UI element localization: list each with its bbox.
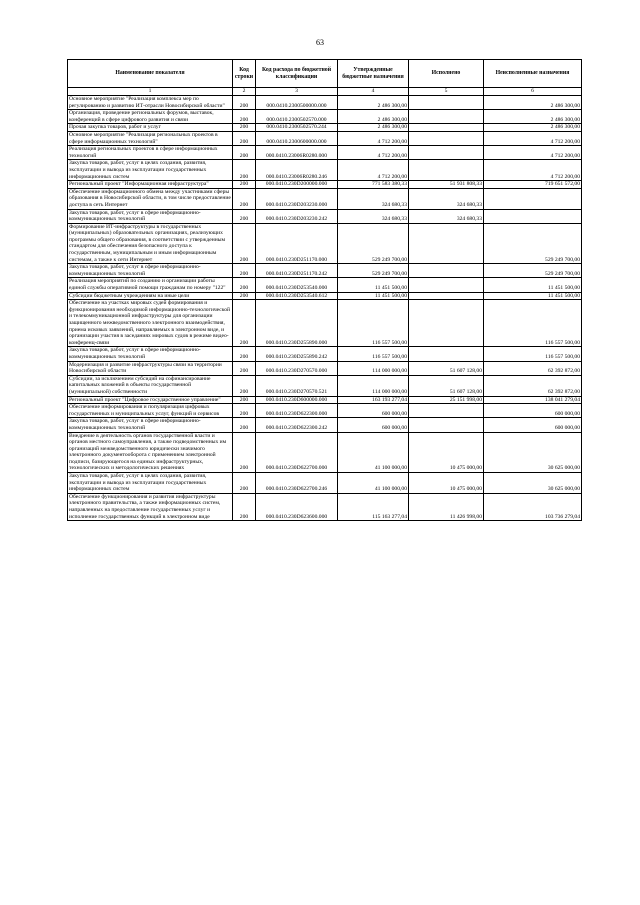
row-expense-code-cell: 000.0410.23006R0280.246 (256, 160, 338, 181)
row-executed-cell (409, 146, 484, 160)
row-approved-cell: 4 712 200,00 (338, 146, 409, 160)
table-row (68, 404, 582, 418)
table-row (68, 131, 582, 145)
row-unexecuted-cell: 2 486 300,00 (484, 124, 582, 132)
row-expense-code-cell: 000.0410.23006R0280.000 (256, 146, 338, 160)
row-unexecuted-cell (484, 188, 582, 209)
row-unexecuted-cell: 103 736 279,04 (484, 493, 582, 520)
table-header-row (68, 60, 582, 88)
row-name-cell: Внедрение в деятельность органов государственной власти и органов местного самоуправления, а также подведомственных им организаций межведомственного юридически значимого электронного документооборота с применением электронной подписи, базирующегося на единых инфраструктурных, технологических и методологических решениях (68, 432, 233, 473)
row-name-cell: Закупка товаров, работ, услуг в сфере информационно-коммуникационных технологий (68, 418, 233, 432)
row-executed-cell (409, 278, 484, 292)
row-line-code-cell: 200 (233, 278, 256, 292)
row-expense-code-cell: 000.0410.230D600000.000 (256, 396, 338, 404)
row-expense-code-cell: 000.0410.230D255890.242 (256, 347, 338, 361)
row-line-code-cell: 200 (233, 361, 256, 375)
row-expense-code-cell: 000.0410.230D203230.242 (256, 209, 338, 223)
row-approved-cell: 41 100 000,00 (338, 432, 409, 473)
budget-execution-table (67, 59, 582, 521)
row-unexecuted-cell: 30 625 000,00 (484, 473, 582, 494)
table-row (68, 347, 582, 361)
row-name-cell: Обеспечение функционирования и развития инфраструктуры электронного правительства, а также информационных систем, направленных на предоставление государственных услуг и исполнение государственных функций в электронном виде (68, 493, 233, 520)
row-approved-cell: 116 557 500,00 (338, 347, 409, 361)
row-line-code-cell: 200 (233, 188, 256, 209)
table-row (68, 278, 582, 292)
row-approved-cell: 116 557 500,00 (338, 300, 409, 347)
row-approved-cell: 529 249 700,00 (338, 264, 409, 278)
row-name-cell: Организация, проведение региональных форумов, выставок, конференций в сфере цифрового развития и связи (68, 110, 233, 124)
row-expense-code-cell: 000.0410.230D253540.612 (256, 292, 338, 300)
row-name-cell: Обеспечение информационного обмена между участниками сферы образования в Новосибирской области, в том числе предоставление доступа в сеть Интернет (69, 188, 231, 208)
row-executed-cell: 25 151 998,00 (409, 396, 484, 404)
row-name-cell: Основное мероприятие "Реализация комплекса мер по регулированию и развитию ИТ-отрасли Новосибирской области" (68, 96, 233, 110)
row-unexecuted-cell: 529 249 700,00 (484, 264, 582, 278)
row-line-code-cell: 200 (233, 124, 256, 132)
row-approved-cell: 115 163 277,04 (338, 493, 409, 520)
row-expense-code-cell: 000.0410.2300502570.000 (256, 110, 338, 124)
row-unexecuted-cell (484, 209, 582, 223)
row-line-code-cell: 200 (233, 418, 256, 432)
header-expense-code: Код расхода по бюджетной классификации (256, 60, 338, 88)
row-line-code-cell: 200 (233, 223, 256, 264)
table-row (68, 110, 582, 124)
row-name-cell: Реализация мероприятий по созданию и организации работы единой службы оперативной помощи гражданам по номеру "122" (68, 278, 233, 292)
row-expense-code-cell: 000.0410.230D622700.000 (256, 432, 338, 473)
row-line-code-cell: 200 (233, 264, 256, 278)
row-expense-code-cell: 000.0410.230D253540.000 (256, 278, 338, 292)
header-approved: Утвержденные бюджетные назначения (338, 60, 409, 88)
row-approved-cell: 600 000,00 (338, 418, 409, 432)
row-approved-cell: 600 000,00 (338, 404, 409, 418)
row-approved-cell: 11 451 500,00 (338, 292, 409, 300)
row-line-code-cell: 200 (233, 375, 256, 396)
row-executed-cell: 51 607 128,00 (409, 375, 484, 396)
row-approved-cell: 114 000 000,00 (338, 375, 409, 396)
row-name-cell: Модернизация и развитие инфраструктуры связи на территории Новосибирской области (68, 361, 233, 375)
table-row (68, 160, 582, 181)
header-executed: Исполнено (409, 60, 484, 88)
row-expense-code-cell: 000.0410.230D622700.246 (256, 473, 338, 494)
row-expense-code-cell: 000.0410.2300600000.000 (256, 131, 338, 145)
row-executed-cell: 324 680,33 (409, 209, 484, 223)
row-executed-cell (409, 347, 484, 361)
row-unexecuted-cell: 719 651 572,00 (484, 181, 582, 189)
row-executed-cell: 324 680,33 (409, 188, 484, 209)
row-executed-cell: 10 475 000,00 (409, 432, 484, 473)
row-name-cell: Закупка товаров, работ, услуг в целях создания, развития, эксплуатации и вывода из эксплуатации государственных информационных систем (68, 160, 233, 181)
row-unexecuted-cell: 30 625 000,00 (484, 432, 582, 473)
row-unexecuted-cell: 11 451 500,00 (484, 278, 582, 292)
row-unexecuted-cell: 62 392 872,00 (484, 361, 582, 375)
table-row (68, 396, 582, 404)
row-executed-cell (409, 110, 484, 124)
row-unexecuted-cell: 600 000,00 (484, 404, 582, 418)
row-approved-cell: 4 712 200,00 (338, 131, 409, 145)
row-unexecuted-cell: 529 249 700,00 (484, 223, 582, 264)
column-number: 2 (233, 88, 256, 96)
row-expense-code-cell: 000.0410.230D622300.000 (256, 404, 338, 418)
table-row (68, 188, 582, 209)
row-approved-cell: 2 486 300,00 (338, 124, 409, 132)
row-expense-code-cell: 000.0410.230D270570.521 (256, 375, 338, 396)
row-approved-cell: 11 451 500,00 (338, 278, 409, 292)
row-name-cell: Обеспечение информирования и популяризация цифровых государственных и муниципальных услуг, функций и сервисов (68, 404, 233, 418)
row-unexecuted-cell: 2 486 300,00 (484, 96, 582, 110)
row-executed-cell (409, 264, 484, 278)
table-row (68, 264, 582, 278)
row-name-cell: Обеспечение на участках мировых судей формирования и функционирования необходимой информационно-технологической и телекоммуникационной инфраструктуры для организации защищенного межведомственного электронного взаимодействия, приема исковых заявлений, направляемых в электронном виде, и организации участия в заседаниях мировых судов в режиме видео-конференц-связи (68, 300, 233, 347)
table-row (68, 375, 582, 396)
row-unexecuted-cell: 600 000,00 (484, 418, 582, 432)
table-row (68, 493, 582, 520)
row-name-cell: Реализация региональных проектов в сфере информационных технологий (68, 146, 233, 160)
row-line-code-cell: 200 (233, 181, 256, 189)
row-executed-cell: 51 607 128,00 (409, 361, 484, 375)
row-expense-code-cell: 000.0410.230D251170.000 (256, 223, 338, 264)
row-line-code-cell: 200 (233, 110, 256, 124)
row-approved-cell: 324 680,33 (338, 209, 409, 223)
row-expense-code-cell: 000.0410.230D255890.000 (256, 300, 338, 347)
row-line-code-cell: 200 (233, 300, 256, 347)
table-row (68, 209, 582, 223)
table-row (68, 473, 582, 494)
row-name-cell: Региональный проект "Информационная инфраструктура" (68, 181, 233, 189)
row-executed-cell (409, 131, 484, 145)
row-executed-cell (409, 124, 484, 132)
row-expense-code-cell: 000.0410.2300500000.000 (256, 96, 338, 110)
column-number: 1 (68, 88, 233, 96)
table-row (68, 361, 582, 375)
row-approved-cell: 2 486 300,00 (338, 96, 409, 110)
row-expense-code-cell: 000.0410.2300502570.244 (256, 124, 338, 132)
row-approved-cell: 2 486 300,00 (338, 110, 409, 124)
table-row (68, 124, 582, 132)
row-name-cell: Региональный проект "Цифровое государственное управление" (68, 396, 233, 404)
row-executed-cell: 10 475 000,00 (409, 473, 484, 494)
row-approved-cell: 4 712 200,00 (338, 160, 409, 181)
row-name-cell: Закупка товаров, работ, услуг в целях создания, развития, эксплуатации и вывода из эксплуатации государственных информационных систем (68, 473, 233, 494)
row-name-cell: Субсидии, за исключением субсидий на софинансирование капитальных вложений в объекты государственной (муниципальной) собственности (68, 375, 233, 396)
row-line-code-cell: 200 (233, 432, 256, 473)
row-executed-cell (409, 300, 484, 347)
row-line-code-cell: 200 (233, 347, 256, 361)
row-executed-cell (409, 223, 484, 264)
row-unexecuted-cell: 2 486 300,00 (484, 110, 582, 124)
row-executed-cell (409, 292, 484, 300)
row-expense-code-cell: 000.0410.230D251170.242 (256, 264, 338, 278)
row-unexecuted-cell: 138 041 279,04 (484, 396, 582, 404)
table-row (68, 181, 582, 189)
row-name-cell: Закупка товаров, работ, услуг в сфере информационно-коммуникационных технологий (68, 347, 233, 361)
row-line-code-cell: 200 (233, 209, 256, 223)
row-approved-cell: 771 583 380,33 (338, 181, 409, 189)
page-number: 63 (316, 38, 324, 47)
row-line-code-cell: 200 (233, 396, 256, 404)
header-unexecuted: Неисполненные назначения (484, 60, 582, 88)
table-row (68, 432, 582, 473)
row-executed-cell (409, 418, 484, 432)
row-line-code-cell: 200 (233, 146, 256, 160)
row-name-cell: Формирование ИТ-инфраструктуры в государственных (муниципальных) образовательных организациях, реализующих программы общего образования, в соответствии с утвержденным стандартом для обеспечения безопасного доступа к государственным, муниципальным и иным информационным системам, а также к сети Интернет (68, 223, 233, 264)
row-unexecuted-cell: 62 392 872,00 (484, 375, 582, 396)
header-line-code: Код строки (233, 60, 256, 88)
row-name-cell: Закупка товаров, работ, услуг в сфере информационно-коммуникационных технологий (68, 209, 233, 223)
row-unexecuted-cell: 4 712 200,00 (484, 131, 582, 145)
row-approved-cell: 163 193 277,04 (338, 396, 409, 404)
row-expense-code-cell: 000.0410.230D622300.242 (256, 418, 338, 432)
table-row (68, 292, 582, 300)
row-approved-cell: 114 000 000,00 (338, 361, 409, 375)
table-row (68, 146, 582, 160)
table-row (68, 418, 582, 432)
row-unexecuted-cell: 4 712 200,00 (484, 160, 582, 181)
table-row (68, 96, 582, 110)
row-expense-code-cell: 000.0410.230D623600.000 (256, 493, 338, 520)
column-number: 4 (338, 88, 409, 96)
row-executed-cell (409, 160, 484, 181)
table-row (68, 223, 582, 264)
row-executed-cell (409, 404, 484, 418)
row-approved-cell: 529 249 700,00 (338, 223, 409, 264)
header-indicator-name: Наименование показателя (68, 60, 233, 88)
row-line-code-cell: 200 (233, 292, 256, 300)
row-line-code-cell: 200 (233, 131, 256, 145)
row-unexecuted-cell: 11 451 500,00 (484, 292, 582, 300)
row-executed-cell: 11 426 998,00 (409, 493, 484, 520)
column-number: 6 (484, 88, 582, 96)
row-approved-cell: 324 680,33 (338, 188, 409, 209)
row-line-code-cell: 200 (233, 493, 256, 520)
column-number-row (68, 88, 582, 96)
row-unexecuted-cell: 116 557 500,00 (484, 347, 582, 361)
row-line-code-cell: 200 (233, 473, 256, 494)
row-name-cell: Субсидии бюджетным учреждениям на иные цели (68, 292, 233, 300)
row-line-code-cell: 200 (233, 96, 256, 110)
row-expense-code-cell: 000.0410.230D200000.000 (256, 181, 338, 189)
row-line-code-cell: 200 (233, 404, 256, 418)
row-name-cell: Основное мероприятие "Реализация региональных проектов в сфере информационных технологий" (68, 131, 233, 145)
row-unexecuted-cell: 116 557 500,00 (484, 300, 582, 347)
row-unexecuted-cell: 4 712 200,00 (484, 146, 582, 160)
table-row (68, 300, 582, 347)
row-name-cell: Прочая закупка товаров, работ и услуг (68, 124, 233, 132)
row-executed-cell: 51 931 808,33 (409, 181, 484, 189)
row-expense-code-cell: 000.0410.230D270570.000 (256, 361, 338, 375)
row-line-code-cell: 200 (233, 160, 256, 181)
row-expense-code-cell: 000.0410.230D203230.000 (256, 188, 338, 209)
row-approved-cell: 41 100 000,00 (338, 473, 409, 494)
row-executed-cell (409, 96, 484, 110)
row-name-cell: Закупка товаров, работ, услуг в сфере информационно-коммуникационных технологий (68, 264, 233, 278)
column-number: 3 (256, 88, 338, 96)
column-number: 5 (409, 88, 484, 96)
